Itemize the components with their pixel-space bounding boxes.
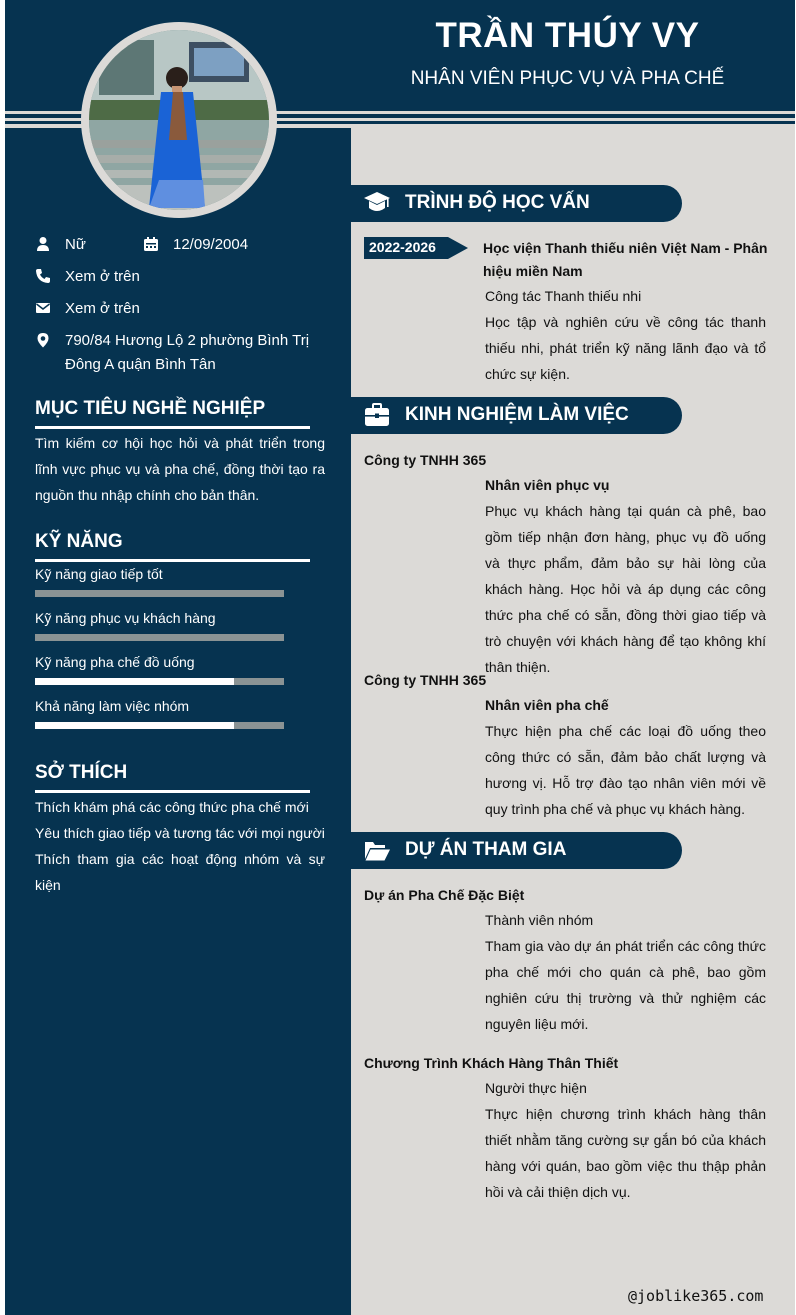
- skill-bar-fill: [35, 678, 234, 685]
- briefcase-icon: [363, 402, 391, 428]
- education-description: Học tập và nghiên cứu về công tác thanh thiếu nhi, phát triển kỹ năng lãnh đạo và tổ chức sự kiện.: [485, 314, 766, 382]
- folder-open-icon: [363, 837, 391, 863]
- skills-heading: KỸ NĂNG: [35, 531, 123, 552]
- skill-label: Khả năng làm việc nhóm: [35, 698, 190, 714]
- skills-rule: [35, 559, 310, 562]
- experience-position: Nhân viên pha chế: [485, 697, 609, 713]
- education-school: Học viện Thanh thiếu niên Việt Nam - Phân hiệu miền Nam: [483, 240, 768, 279]
- projects-heading: DỰ ÁN THAM GIA: [405, 839, 567, 860]
- education-section-header: [351, 185, 682, 222]
- education-heading: TRÌNH ĐỘ HỌC VẤN: [405, 192, 590, 213]
- project-description: Tham gia vào dự án phát triển các công thức pha chế mới cho quán cà phê, bao gồm nghiên cứu thị trường và thử nghiệm các nguyên liệu mới.: [485, 938, 766, 1032]
- skill-bar-fill: [35, 722, 234, 729]
- hobbies-heading: SỞ THÍCH: [35, 762, 128, 783]
- experience-description: Thực hiện pha chế các loại đồ uống theo công thức có sẵn, đảm bảo chất lượng và hương vị. Hỗ trợ đào tạo nhân viên mới về quy trình pha chế và phục vụ khách hàng.: [485, 723, 766, 817]
- skill-bar: [35, 722, 284, 729]
- user-icon: [35, 236, 51, 252]
- project-role: Người thực hiện: [485, 1080, 587, 1096]
- candidate-job-title: NHÂN VIÊN PHỤC VỤ VÀ PHA CHẾ: [410, 68, 725, 89]
- phone-icon: [35, 268, 51, 284]
- address-value: 790/84 Hương Lộ 2 phường Bình Trị Đông A quận Bình Tân: [65, 332, 310, 373]
- calendar-icon: [143, 236, 159, 252]
- skill-bar: [35, 634, 284, 641]
- watermark: @joblike365.com: [628, 1287, 764, 1305]
- project-name: Chương Trình Khách Hàng Thân Thiết: [364, 1055, 619, 1071]
- skill-bar: [35, 590, 284, 597]
- experience-description: Phục vụ khách hàng tại quán cà phê, bao gồm tiếp nhận đơn hàng, phục vụ đồ uống và thực phẩm, đảm bảo sự hài lòng của khách hàng. Học hỏi và áp dụng các công thức pha chế có sẵn, đồng thời giao tiếp và trò chuyện với khách hàng để tạo không khí thân thiện.: [485, 503, 766, 675]
- cv-page: [5, 0, 795, 1315]
- gender-value: Nữ: [65, 236, 86, 253]
- avatar: [89, 30, 269, 210]
- location-icon: [35, 332, 51, 348]
- candidate-name: TRẦN THÚY VY: [435, 16, 700, 55]
- graduation-cap-icon: [363, 190, 391, 216]
- birthdate-value: 12/09/2004: [173, 236, 249, 253]
- objective-text: Tìm kiếm cơ hội học hỏi và phát triển trong lĩnh vực phục vụ và pha chế, đồng thời tạo ra nguồn thu nhập chính cho bản thân.: [35, 435, 325, 503]
- projects-section-header: [351, 832, 682, 869]
- experience-section-header: [351, 397, 682, 434]
- email-value: Xem ở trên: [65, 300, 140, 317]
- skill-bar: [35, 678, 284, 685]
- email-icon: [35, 300, 51, 316]
- phone-value: Xem ở trên: [65, 268, 140, 285]
- project-name: Dự án Pha Chế Đặc Biệt: [364, 887, 525, 903]
- experience-heading: KINH NGHIỆM LÀM VIỆC: [405, 404, 629, 425]
- education-period: 2022-2026: [369, 239, 436, 255]
- skill-label: Kỹ năng giao tiếp tốt: [35, 566, 163, 582]
- hobby-item: Thích tham gia các hoạt động nhóm và sự kiện: [35, 851, 325, 893]
- hobby-item: Thích khám phá các công thức pha chế mới: [35, 799, 309, 815]
- objective-rule: [35, 426, 310, 429]
- skill-label: Kỹ năng phục vụ khách hàng: [35, 610, 216, 626]
- education-major: Công tác Thanh thiếu nhi: [485, 288, 642, 304]
- skill-label: Kỹ năng pha chế đồ uống: [35, 654, 195, 670]
- project-role: Thành viên nhóm: [485, 912, 594, 928]
- experience-company: Công ty TNHH 365: [364, 672, 487, 688]
- experience-position: Nhân viên phục vụ: [485, 477, 610, 493]
- objective-heading: MỤC TIÊU NGHỀ NGHIỆP: [35, 398, 266, 419]
- hobby-item: Yêu thích giao tiếp và tương tác với mọi người: [35, 825, 325, 841]
- project-description: Thực hiện chương trình khách hàng thân thiết nhằm tăng cường sự gắn bó của khách hàng với quán, bao gồm việc thu thập phản hồi và cải thiện dịch vụ.: [485, 1106, 766, 1200]
- experience-company: Công ty TNHH 365: [364, 452, 487, 468]
- hobbies-rule: [35, 790, 310, 793]
